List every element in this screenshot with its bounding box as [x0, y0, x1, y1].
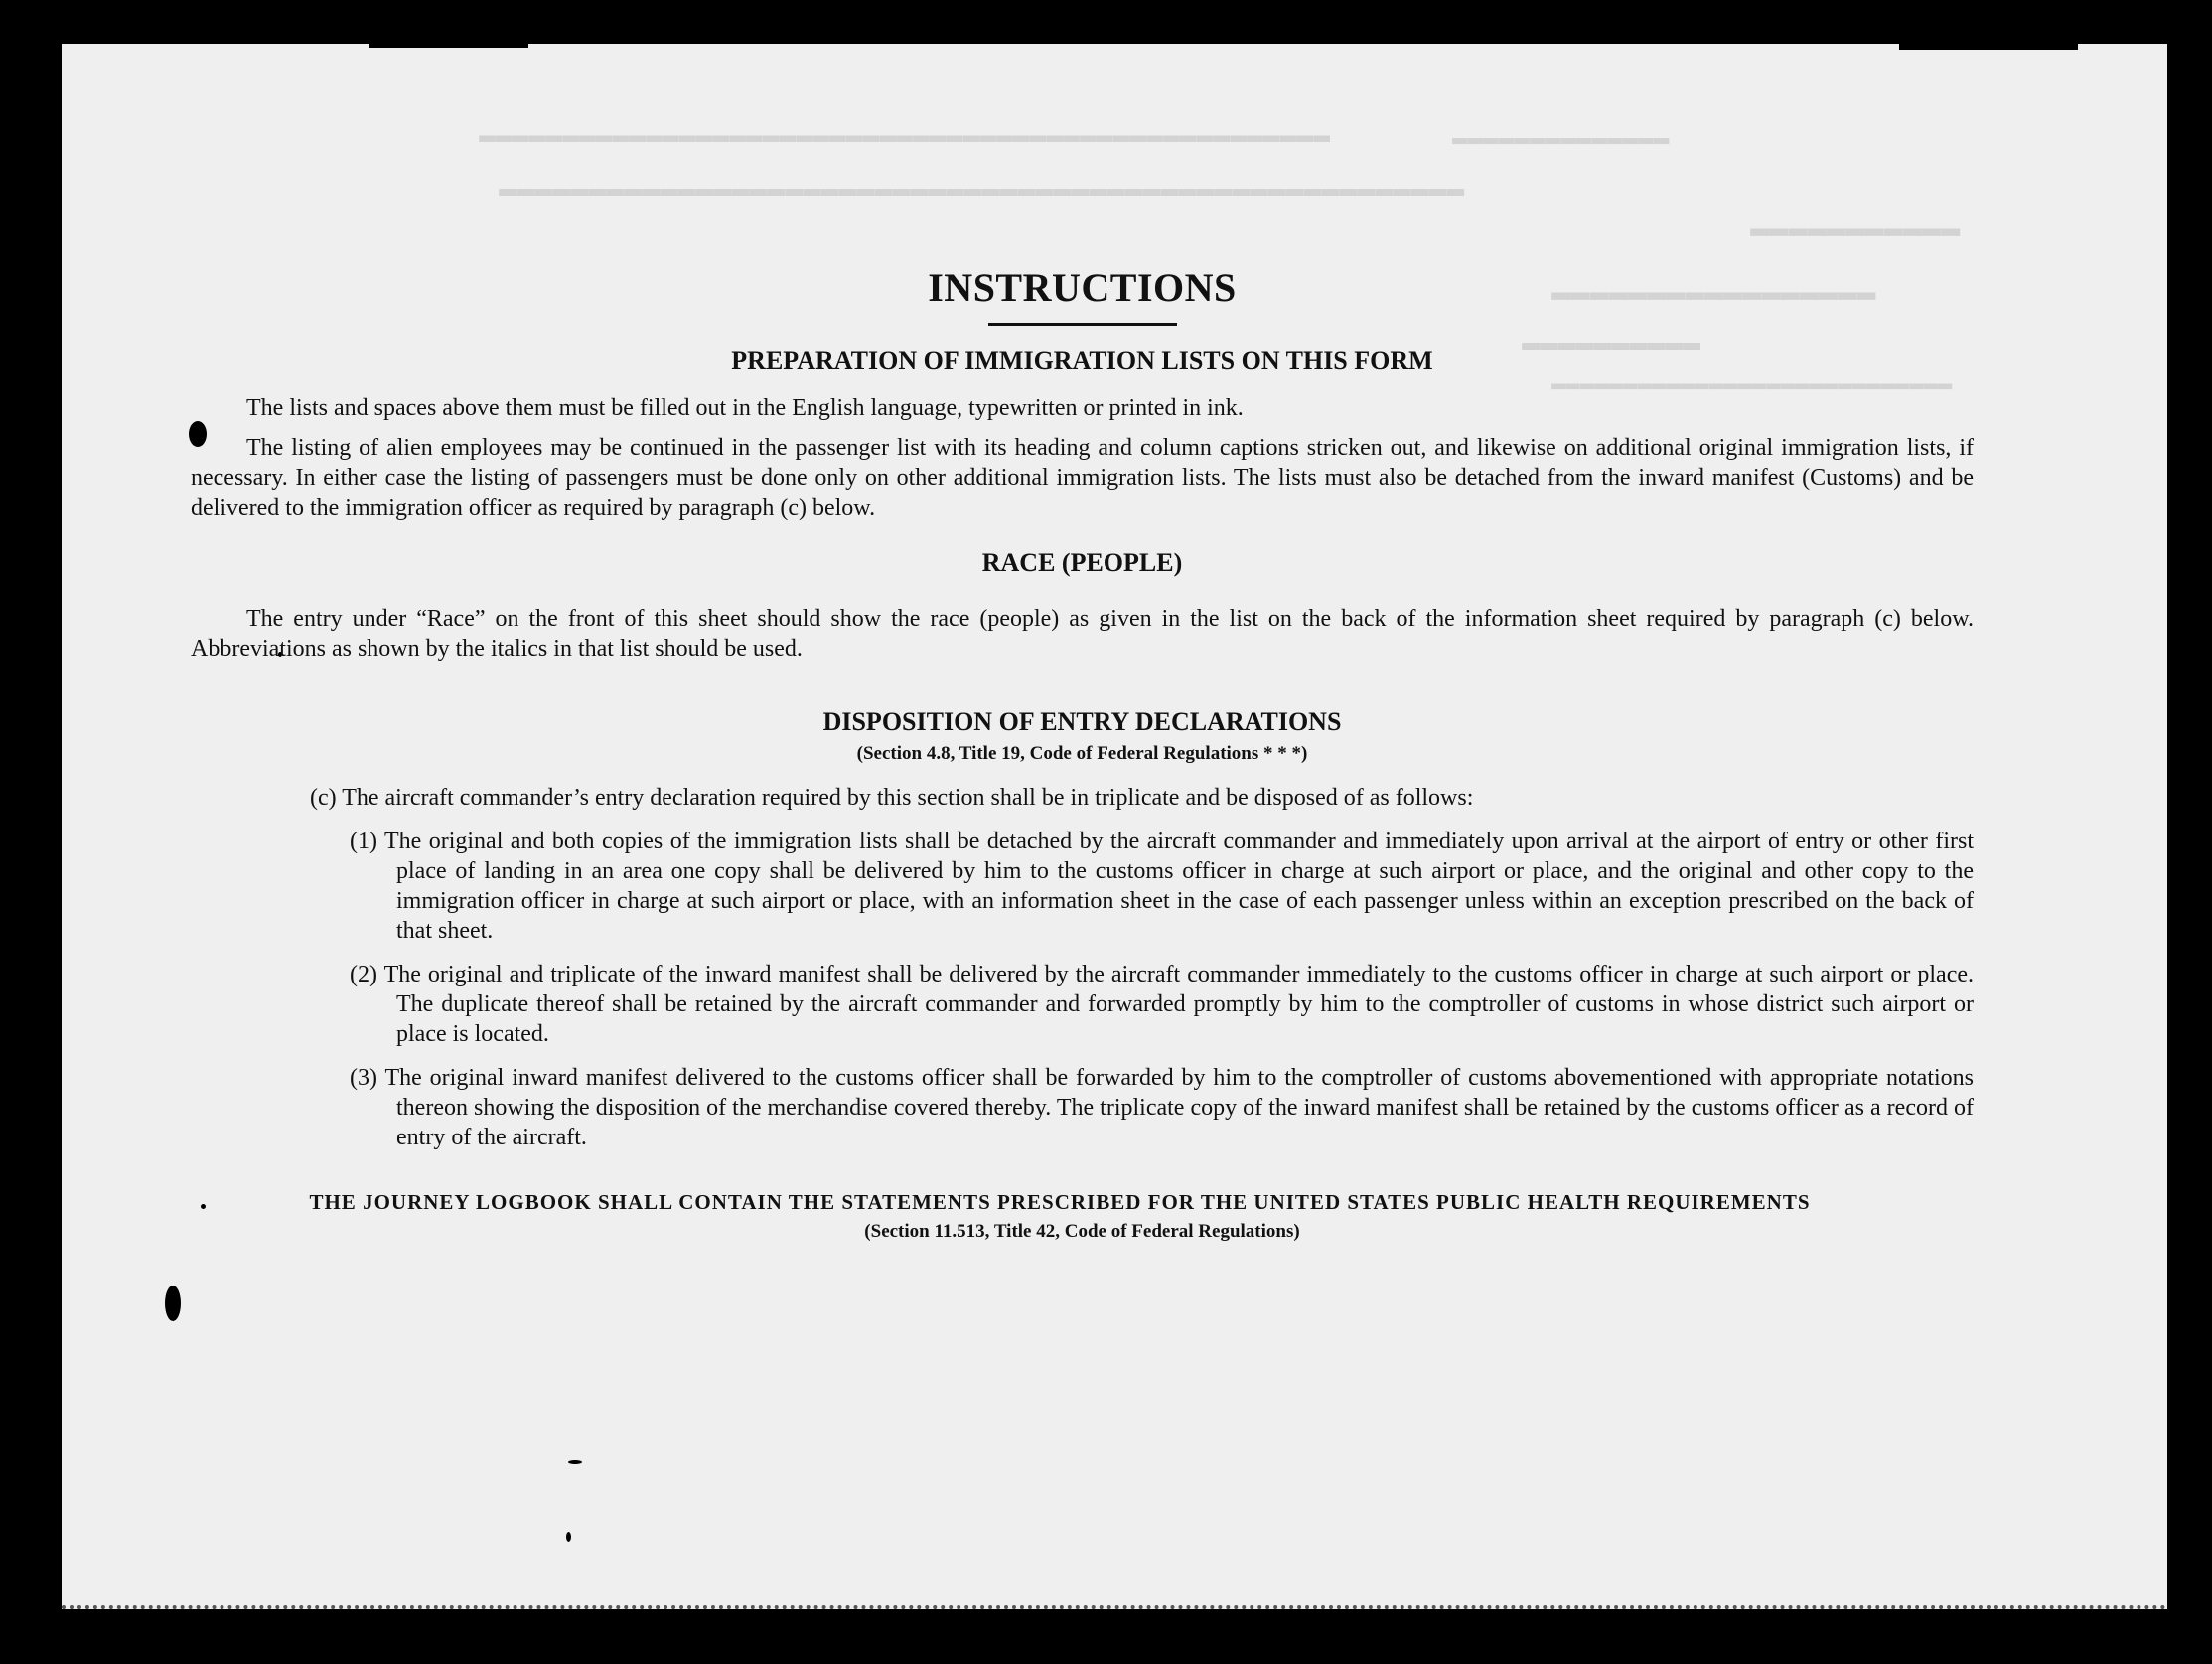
bleed-through-mark: ▬▬▬▬▬▬▬▬▬▬▬ — [1750, 211, 1961, 247]
list-item-3: (3) The original inward manifest delivered to the customs officer shall be forwarded by him to the comptroller of customs abovementioned with appropriate notations thereon showing the disposition of the merchandise covered thereby. The triplicate copy of the inward manifest shall be retained by the customs officer as a record of entry of the aircraft. — [350, 1065, 1974, 1150]
ink-speck — [568, 1460, 582, 1464]
paragraph-race: The entry under “Race” on the front of this sheet should show the race (people) as given in the list on the back of the information sheet required by paragraph (c) below. Abbreviations as shown by the italics in that list should be used. — [191, 606, 1974, 662]
bleed-through-mark: ▬▬▬▬▬▬▬▬▬▬▬▬▬▬▬▬▬▬▬▬▬▬▬▬▬▬▬▬▬▬▬▬▬▬▬▬▬▬▬▬▬▬▬▬▬▬▬▬▬▬▬ — [479, 121, 1330, 152]
paragraph-language: The lists and spaces above them must be filled out in the English language, typewritten or printed in ink. — [246, 395, 1244, 421]
edge-tear — [369, 42, 528, 48]
ink-speck — [566, 1532, 571, 1542]
footer-caption: THE JOURNEY LOGBOOK SHALL CONTAIN THE STATEMENTS PRESCRIBED FOR THE UNITED STATES PUBLIC HEALTH REQUIREMENTS — [309, 1190, 1811, 1214]
bleed-through-mark: ▬▬▬▬▬▬▬▬▬▬▬▬▬▬▬▬▬▬▬▬▬▬▬▬▬▬▬▬ — [1551, 372, 1953, 398]
section-heading-disposition: DISPOSITION OF ENTRY DECLARATIONS — [822, 707, 1342, 736]
instructions-document — [191, 223, 1974, 1243]
list-item-1: (1) The original and both copies of the immigration lists shall be detached by the aircraft commander and immediately upon arrival at the airport of entry or other first place of landing in an area one copy shall be delivered by him to the customs officer in charge at such airport or place, and the original and other copy to the immigration officer in charge at such airport or place, with an information sheet in the case of each passenger unless within an exception prescribed on the back of that sheet. — [350, 829, 1974, 944]
footer-citation: (Section 11.513, Title 42, Code of Federal Regulations) — [864, 1221, 1300, 1242]
section-heading-race: RACE (PEOPLE) — [981, 548, 1183, 577]
ink-blot — [165, 1286, 181, 1321]
bleed-through-mark: ▬▬▬▬▬▬▬▬▬▬ — [1522, 327, 1701, 361]
bleed-through-mark: ▬▬▬▬▬▬▬▬▬▬▬▬▬▬ — [1452, 123, 1670, 153]
paragraph-c-intro: (c) The aircraft commander’s entry declaration required by this section shall be in triplicate and be disposed of as follows: — [310, 785, 1474, 811]
edge-tear — [1899, 42, 2078, 50]
bleed-through-mark: ▬▬▬▬▬▬▬▬▬▬▬▬▬▬▬▬▬▬▬▬▬▬▬▬▬▬▬▬▬▬▬▬▬▬▬▬▬▬▬▬▬▬▬▬▬▬▬▬▬▬▬▬▬▬ — [499, 173, 1465, 207]
section-citation: (Section 4.8, Title 19, Code of Federal Regulations * * *) — [856, 743, 1308, 764]
paragraph-alien-employees: The listing of alien employees may be continued in the passenger list with its heading and column captions stricken out, and likewise on additional original immigration lists, if necessary. In either case the listing of passengers must be done only on other additional immigration lists. The lists must also be detached from the inward manifest (Customs) and be delivered to the immigration officer as required by paragraph (c) below. — [191, 435, 1974, 521]
title-underline — [988, 323, 1177, 326]
bleed-through-mark: ▬▬▬▬▬▬▬▬▬▬▬▬▬▬▬▬▬ — [1551, 274, 1876, 311]
section-heading-preparation: PREPARATION OF IMMIGRATION LISTS ON THIS FORM — [731, 346, 1433, 375]
document-title: INSTRUCTIONS — [928, 265, 1237, 310]
list-item-2: (2) The original and triplicate of the inward manifest shall be delivered by the aircraft commander immediately to the customs officer in charge at such airport or place. The duplicate thereof shall be retained by the aircraft commander and forwarded promptly by him to the comptroller of customs in whose district such airport or place is located. — [350, 962, 1974, 1047]
